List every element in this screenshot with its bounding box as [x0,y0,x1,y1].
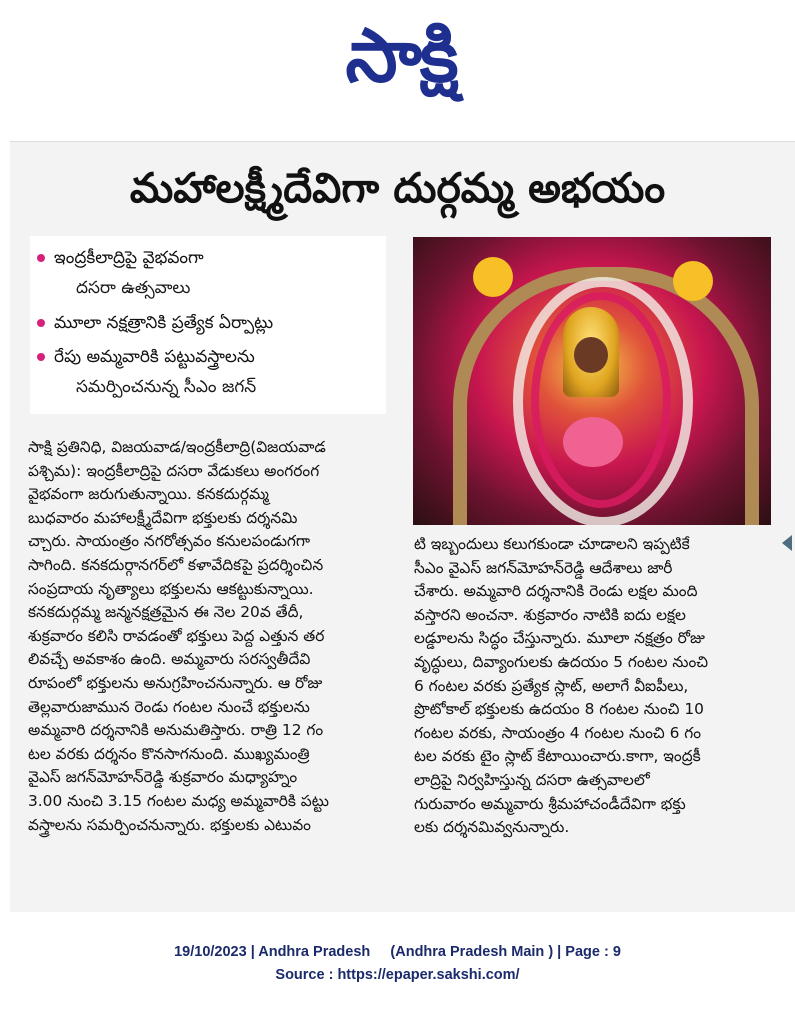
article-headline: మహాలక్ష్మీదేవిగా దుర్గమ్మ అభయం [129,164,666,212]
article-left-column [28,436,388,846]
marigold-flower [673,261,713,301]
text-line: వస్త్రాలను సమర్పించనున్నారు. భక్తులకు ఎటువం [28,815,311,834]
footer-edition: (Andhra Pradesh Main ) [390,944,554,960]
text-line: టల వరకు దర్శనం కొనసాగనుంది. ముఖ్యమంత్రి [28,744,310,763]
text-line: 6 గంటల వరకు ప్రత్యేక స్లాట్, అలాగే వీఐపీలు, [414,676,689,695]
deity-face [574,337,608,373]
highlight-item: మూలా నక్షత్రానికి ప్రత్యేక ఏర్పాట్లు [54,308,273,338]
marigold-flower [473,257,513,297]
highlight-item: రేపు అమ్మవారికి పట్టువస్త్రాలను [54,342,255,372]
footer-publication-line: 19/10/2023 | Andhra Pradesh (Andhra Pradesh Main ) | Page : 9 [174,944,621,960]
highlights-box [30,236,386,414]
text-line: అమ్మవారి దర్శనానికి అనుమతిస్తారు. రాత్రి 12 గం [28,721,324,740]
footer-state: Andhra Pradesh [258,944,371,960]
text-line: వైభవంగా జరుగుతున్నాయి. కనకదుర్గమ్మ [28,485,269,504]
footer-source[interactable]: Source : https://epaper.sakshi.com/ [275,967,520,983]
text-line: తెల్లవారుజామున రెండు గంటల నుంచే భక్తులను [28,697,310,716]
footer-date: 19/10/2023 [174,944,247,960]
text-line: సాగింది. కనకదుర్గానగర్‌లో కళావేదికపై ప్రదర్శించిన [28,556,324,574]
text-line: పశ్చిమ): ఇంద్రకీలాద్రిపై దసరా వేడుకలు అంగరంగ [28,461,320,480]
text-line: చేశారు. అమ్మవారి దర్శనానికి రెండు లక్షల మంది [414,582,698,601]
continue-arrow-icon [782,535,792,551]
text-line: వస్తారని అంచనా. శుక్రవారం నాటికి ఐదు లక్షల [414,605,686,624]
text-line: 3.00 నుంచి 3.15 గంటల మధ్య అమ్మవారికి పట్టు [28,792,329,810]
text-line: చ్చారు. సాయంత్రం నగరోత్సవం కనులపండుగగా [28,532,311,551]
text-line: బుధవారం మహాలక్ష్మీదేవిగా భక్తులకు దర్శనమి [28,508,298,527]
text-line: లివచ్చే అవకాశం ఉంది. అమ్మవారు సరస్వతీదేవి [28,650,311,669]
text-line: వృద్ధులు, దివ్యాంగులకు ఉదయం 5 గంటల నుంచి [414,653,709,671]
highlight-item: ఇంద్రకీలాద్రిపై వైభవంగా [54,243,204,273]
text-line: సంప్రదాయ నృత్యాలు భక్తులను ఆకట్టుకున్నాయి. [28,579,314,598]
highlight-item-continuation: సమర్పించనున్న సీఎం జగన్ [76,377,257,397]
text-line: సీఎం వైఎస్ జగన్‌మోహన్‌రెడ్డి ఆదేశాలు జారీ [414,558,673,577]
text-line: లకు దర్శనమివ్వనున్నారు. [414,818,570,837]
sakshi-logo: సాక్షి [345,13,457,99]
text-line: లాద్రిపై నిర్వహిస్తున్న దసరా ఉత్సవాలలో [414,771,650,789]
text-line: టి ఇబ్బందులు కలుగకుండా చూడాలని ఇప్పటికే [414,535,690,553]
text-line: కనకదుర్గమ్మ జన్మనక్షత్రమైన ఈ నెల 20వ తేదీ, [28,603,304,622]
masthead [0,0,795,140]
lotus-flower [563,417,623,467]
bullet-dot-icon [37,254,45,262]
highlight-item-continuation: దసరా ఉత్సవాలు [76,278,191,298]
deity-photo [413,237,771,525]
footer-page: Page : 9 [565,944,621,960]
bullet-dot-icon [37,353,45,361]
text-line: లడ్డూలను సిద్ధం చేస్తున్నారు. మూలా నక్షత్రం రోజు [414,629,705,648]
text-line: సాక్షి ప్రతినిధి, విజయవాడ/ఇంద్రకీలాద్రి(విజయవాడ [28,438,326,456]
text-line: శుక్రవారం కలిసి రావడంతో భక్తులు పెద్ద ఎత్తున తర [28,626,325,645]
text-line: గురువారం అమ్మవారు శ్రీమహాచండీదేవిగా భక్తు [414,794,686,813]
text-line: రూపంలో భక్తులను అనుగ్రహించనున్నారు. ఆ రోజు [28,674,323,692]
article-right-column [414,533,774,853]
page-footer [0,940,795,986]
text-line: గంటల వరకు, సాయంత్రం 4 గంటల నుంచి 6 గం [414,723,702,742]
text-line: ప్రొటోకాల్ భక్తులకు ఉదయం 8 గంటల నుంచి 10 [414,700,704,719]
text-line: టల వరకు టైం స్లాట్ కేటాయించారు.కాగా, ఇంద్రకీ [414,747,701,766]
text-line: వైఎస్ జగన్‌మోహన్‌రెడ్డి శుక్రవారం మధ్యాహ్నం [28,768,298,787]
bullet-dot-icon [37,319,45,327]
